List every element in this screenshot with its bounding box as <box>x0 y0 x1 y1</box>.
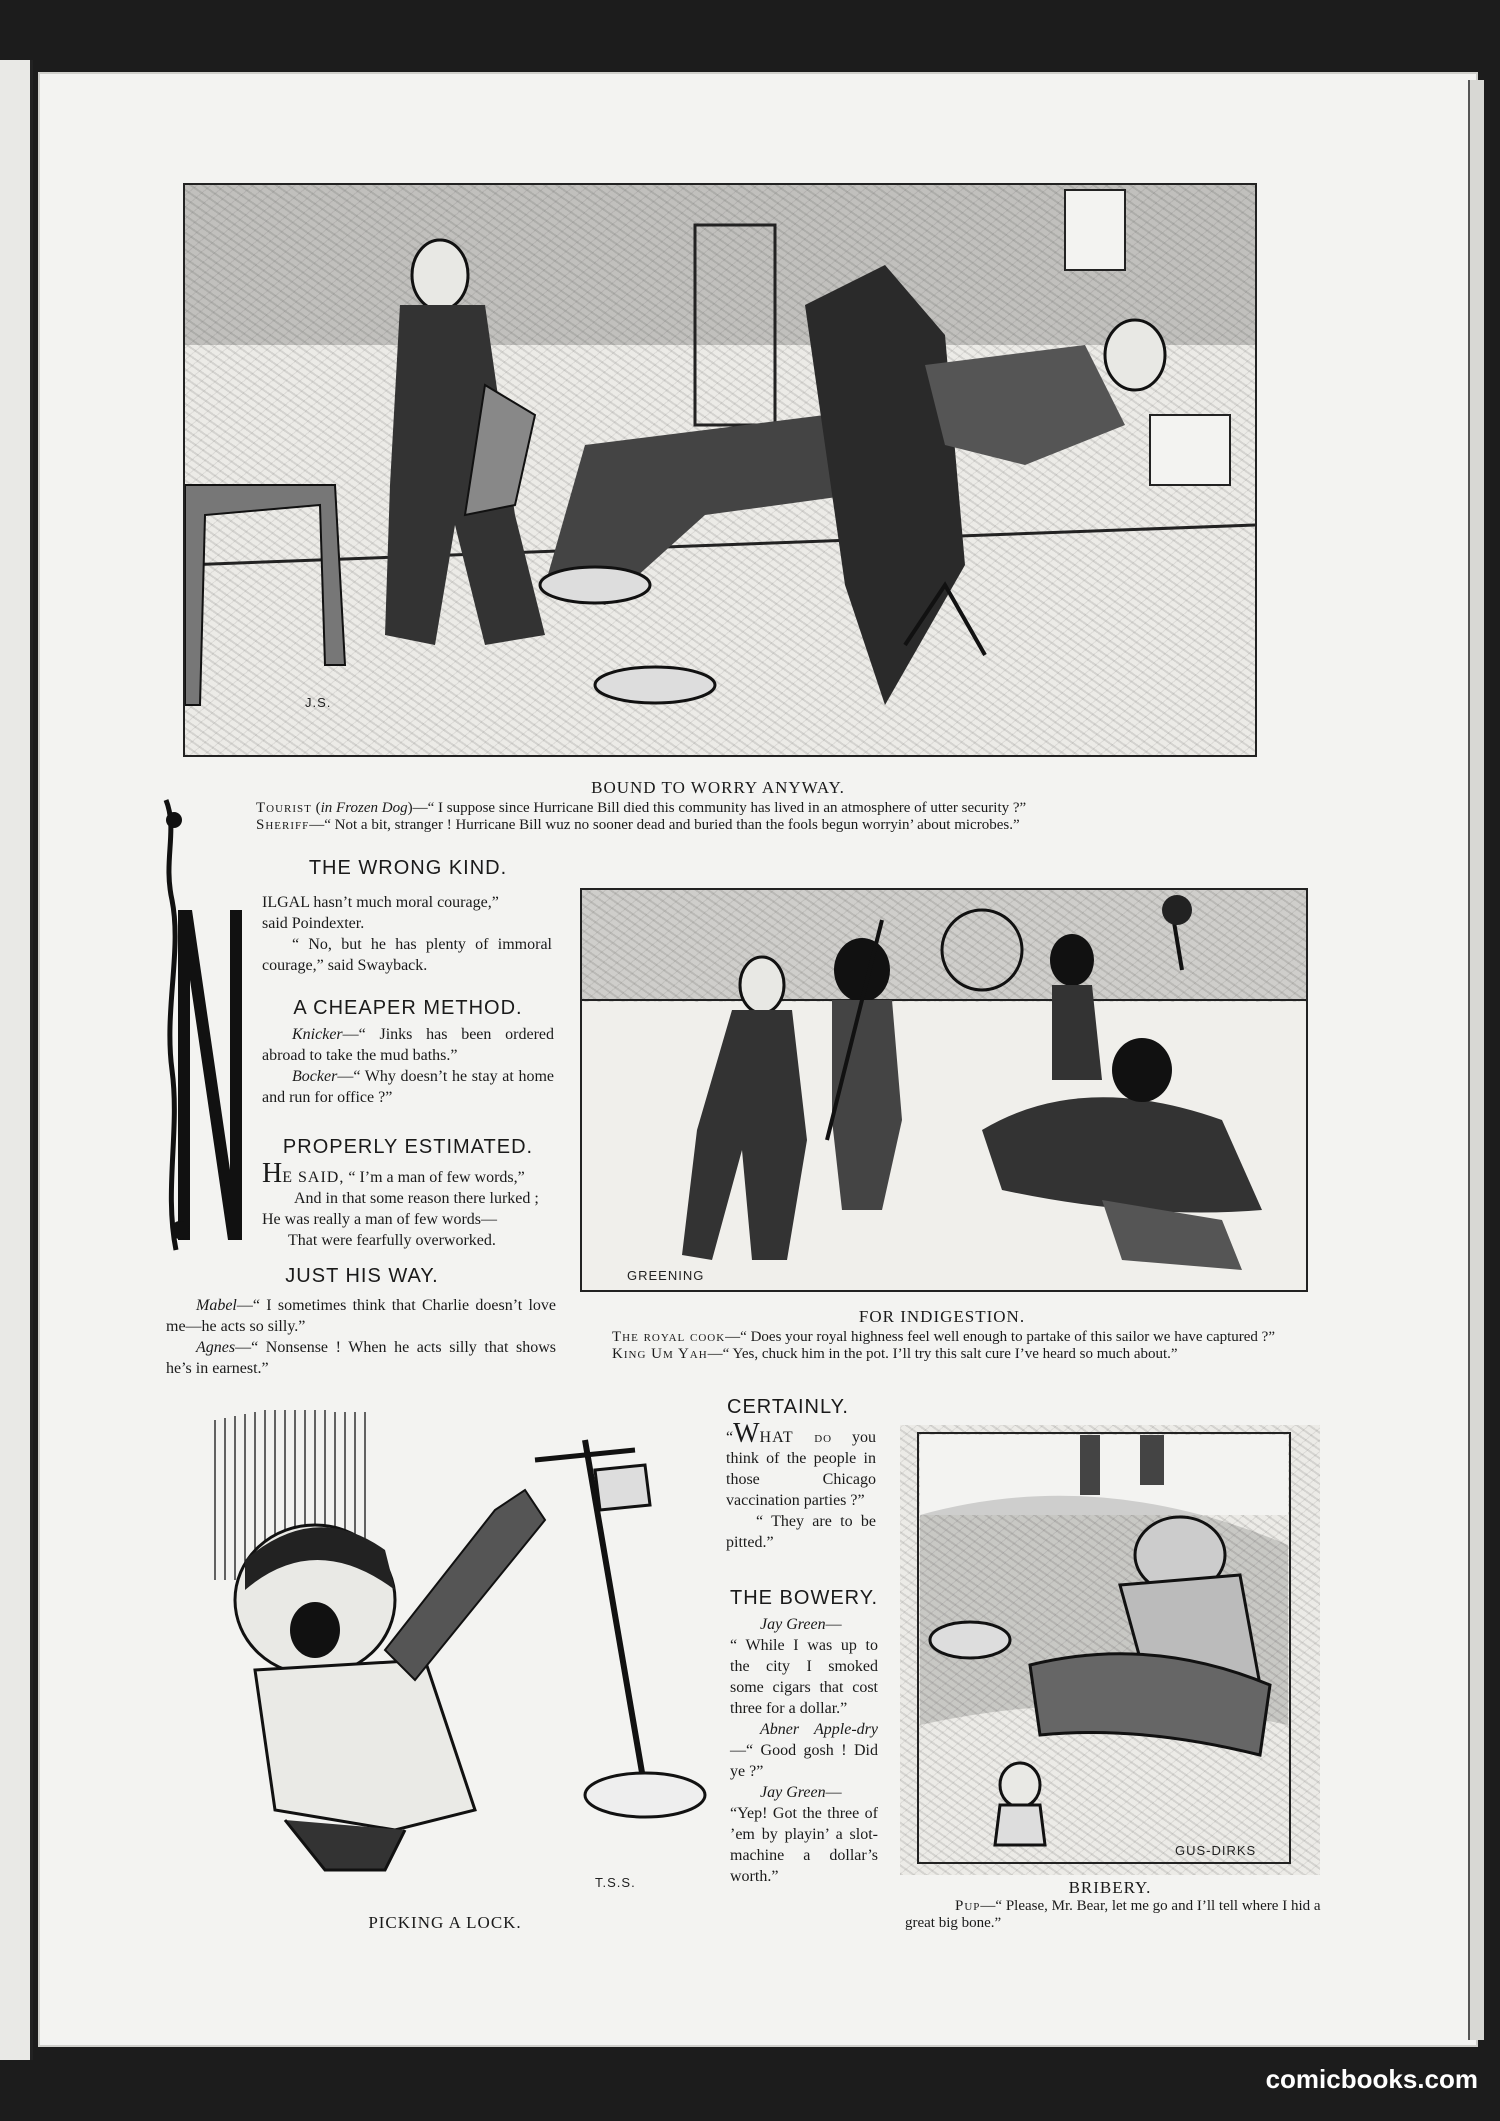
dialogue-text: —“ Jinks has been ordered abroad to take the mud baths.” <box>262 1026 554 1064</box>
speaker-name: Mabel <box>196 1297 237 1314</box>
ornamental-initial <box>158 790 250 1260</box>
dialogue-text: “Yep! Got the three of ’em by playin’ a slot-machine a dollar’s worth.” <box>730 1805 878 1885</box>
cartoon-caption-title: FOR INDIGESTION. <box>858 1307 1026 1326</box>
island-scene-drawing <box>582 890 1306 1290</box>
dialogue-text: —“ I suppose since Hurricane Bill died this community has lived in an atmosphere of utter security ?” <box>412 800 1027 816</box>
speaker-name: Bocker <box>292 1068 338 1085</box>
joke-heading: THE WRONG KIND. <box>308 857 508 879</box>
dialogue-text: —“ Not a bit, stranger ! Hurricane Bill wuz no sooner dead and buried than the fools begun worryin’ about microbes.” <box>309 817 1020 833</box>
cartoon-caption-title: BOUND TO WORRY ANYWAY. <box>591 778 845 797</box>
joke-line: said Poindexter. <box>262 915 365 932</box>
cartoon-signature: T.S.S. <box>595 1875 636 1890</box>
speaker-name: King Um Yah <box>612 1346 708 1362</box>
drop-letter: H <box>262 1158 283 1189</box>
speaker-name: Tourist <box>256 800 312 816</box>
speaker-name: Knicker <box>292 1026 343 1043</box>
cartoon-signature: J.S. <box>305 695 332 710</box>
cartoon-signature: GUS-DIRKS <box>1175 1843 1257 1858</box>
speaker-name: Sheriff <box>256 817 310 833</box>
verse-text <box>262 1158 562 1251</box>
cabin-scene-drawing <box>185 185 1255 755</box>
verse-line: That were fearfully overworked. <box>288 1232 496 1249</box>
joke-text <box>262 892 552 976</box>
right-page-edge <box>1468 80 1484 2040</box>
verse-line: He was really a man of few words— <box>262 1211 498 1228</box>
joke-heading: A CHEAPER METHOD. <box>293 997 523 1019</box>
girl-cartoon-illustration <box>165 1390 725 1905</box>
speaker-name: Pup <box>955 1898 981 1914</box>
dialogue-text: —“ Why doesn’t he stay at home and run for office ?” <box>262 1068 554 1106</box>
joke-text: Jay Green— “ While I was up to the city I smoked some cigars that cost three for a dollar.” Abner Apple-dry—“ Good gosh ! Did ye ?” Jay Green— “Yep! Got the three of ’em by playin’ a slot-machine a dollar’s worth.” <box>730 1616 878 1885</box>
left-page-edge <box>0 60 33 2060</box>
dialogue-text: —“ Yes, chuck him in the pot. I’ll try this salt cure I’ve heard so much about.” <box>707 1346 1178 1362</box>
speaker-name: Agnes <box>196 1339 236 1356</box>
cartoon-caption-dialogue: Tourist (in Frozen Dog)—“ I suppose since Hurricane Bill died this community has lived in an atmosphere of utter security ?” Sheriff—“ Not a bit, stranger ! Hurricane Bill wuz no sooner dead and buried than the fools begun worryin’ about microbes.” <box>256 800 1027 833</box>
speaker-name: Jay Green <box>760 1616 826 1633</box>
cartoon-caption-dialogue <box>905 1898 1325 1932</box>
joke-heading: CERTAINLY. <box>727 1396 849 1418</box>
dialogue-text: —“ Nonsense ! When he acts silly that shows he’s in earnest.” <box>166 1339 556 1377</box>
cartoon-caption-dialogue <box>578 1329 1308 1363</box>
island-cartoon-illustration <box>580 888 1308 1292</box>
joke-heading: THE BOWERY. <box>730 1587 879 1609</box>
joke-line: “ No, but he has plenty of immoral courage,” said Swayback. <box>262 936 552 974</box>
picking-lock-drawing <box>165 1390 725 1905</box>
joke-start: HAT do <box>759 1429 833 1446</box>
dialogue-text: —“ Good gosh ! Did ye ?” <box>730 1742 878 1780</box>
dialogue-text: —“ Does your royal highness feel well enough to partake of this sailor we have captured ?” <box>725 1329 1275 1345</box>
joke-heading: JUST HIS WAY. <box>285 1265 439 1287</box>
dialogue-text: —“ I sometimes think that Charlie doesn’t love me—he acts so silly.” <box>166 1297 556 1335</box>
drop-letter: W <box>733 1418 760 1449</box>
speaker-name: Jay Green <box>760 1784 826 1801</box>
speaker-name: The royal cook <box>612 1329 726 1345</box>
bribery-drawing <box>900 1425 1320 1875</box>
cartoon-signature: GREENING <box>627 1268 705 1283</box>
speaker-note: in Frozen Dog <box>320 800 408 816</box>
cartoon-caption-title: BRIBERY. <box>1068 1878 1152 1897</box>
joke-line: you think of the people in those Chicago vaccination parties ?” <box>726 1429 876 1509</box>
bear-cartoon-illustration <box>900 1425 1320 1875</box>
verse-line: And in that some reason there lurked ; <box>294 1190 539 1207</box>
joke-text: “WHAT do you think of the people in those Chicago vaccination parties ?” “ They are to be pitted.” <box>726 1418 876 1551</box>
joke-text <box>166 1295 556 1379</box>
dialogue-text: —“ Please, Mr. Bear, let me go and I’ll tell where I hid a great big bone.” <box>905 1898 1321 1931</box>
dialogue-text: “ While I was up to the city I smoked some cigars that cost three for a dollar.” <box>730 1637 878 1717</box>
source-watermark-logo: comicbooks.com <box>1265 2064 1478 2094</box>
cartoon-caption-title: PICKING A LOCK. <box>368 1913 522 1932</box>
joke-heading: PROPERLY ESTIMATED. <box>282 1136 534 1158</box>
joke-line: ILGAL hasn’t much moral courage,” <box>262 894 499 911</box>
cabin-cartoon-illustration <box>183 183 1257 757</box>
joke-text <box>262 1024 554 1108</box>
verse-line: “ I’m a man of few words,” <box>344 1169 525 1186</box>
verse-start: E SAID, <box>282 1169 345 1186</box>
joke-line: “ They are to be pitted.” <box>726 1513 876 1551</box>
speaker-name: Abner Apple-dry <box>760 1721 878 1738</box>
